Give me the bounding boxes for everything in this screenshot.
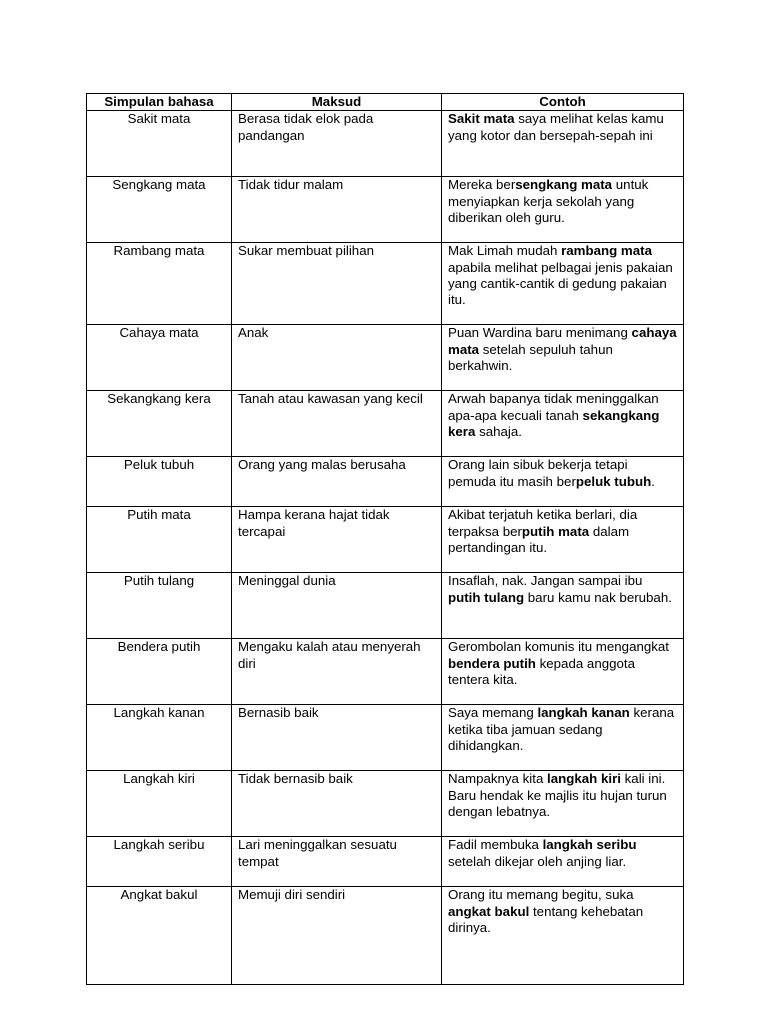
example-highlight: angkat bakul [448, 903, 530, 919]
example-text-after: kerana ketika tiba jamuan sedang dihidangkan. [448, 705, 675, 753]
term-cell: Bendera putih [87, 639, 232, 705]
term-cell: Langkah kiri [87, 771, 232, 837]
term-cell: Putih tulang [87, 573, 232, 639]
example-text-after: setelah dikejar oleh anjing liar. [448, 853, 627, 869]
meaning-cell: Memuji diri sendiri [232, 887, 442, 985]
meaning-cell: Orang yang malas berusaha [232, 457, 442, 507]
term-cell: Peluk tubuh [87, 457, 232, 507]
example-highlight: putih mata [521, 523, 590, 539]
example-highlight: langkah kanan [537, 705, 630, 721]
example-text-before: Orang lain sibuk bekerja tetapi pemuda itu masih ber [448, 457, 628, 489]
header-row [87, 94, 684, 111]
table-row [87, 639, 684, 705]
example-highlight: rambang mata [561, 243, 652, 259]
example-cell [442, 639, 684, 705]
example-cell [442, 457, 684, 507]
example-text-after: saya melihat kelas kamu yang kotor dan bersepah-sepah ini [448, 111, 664, 143]
term-cell: Cahaya mata [87, 325, 232, 391]
example-cell [442, 325, 684, 391]
table-row [87, 457, 684, 507]
term-cell: Sengkang mata [87, 177, 232, 243]
table-row [87, 837, 684, 887]
example-highlight: cahaya mata [448, 325, 677, 357]
example-text-before: Mereka ber [448, 177, 516, 193]
table-row [87, 507, 684, 573]
table-row [87, 325, 684, 391]
example-cell [442, 887, 684, 985]
example-cell [442, 837, 684, 887]
meaning-cell: Hampa kerana hajat tidak tercapai [232, 507, 442, 573]
example-text-before: Mak Limah mudah [448, 243, 562, 259]
example-cell [442, 705, 684, 771]
example-highlight: langkah kiri [547, 771, 621, 787]
meaning-cell: Berasa tidak elok pada pandangan [232, 111, 442, 177]
term-cell: Sekangkang kera [87, 391, 232, 457]
meaning-cell: Sukar membuat pilihan [232, 243, 442, 325]
header-example: Contoh [442, 94, 684, 111]
example-cell [442, 177, 684, 243]
example-text-after: . [651, 473, 655, 489]
meaning-cell: Bernasib baik [232, 705, 442, 771]
example-text-before: Puan Wardina baru menimang [448, 325, 632, 341]
table-body [87, 111, 684, 985]
example-text-after: untuk menyiapkan kerja sekolah yang diberikan oleh guru. [448, 177, 649, 225]
term-cell: Langkah kanan [87, 705, 232, 771]
term-cell: Sakit mata [87, 111, 232, 177]
example-text-before: Arwah bapanya tidak meninggalkan apa-apa kecuali tanah [448, 391, 659, 423]
example-text-after: setelah sepuluh tahun berkahwin. [448, 341, 613, 373]
example-text-after: apabila melihat pelbagai jenis pakaian yang cantik-cantik di gedung pakaian itu. [448, 259, 673, 308]
example-text-after: sahaja. [475, 423, 522, 439]
meaning-cell: Tidak tidur malam [232, 177, 442, 243]
example-cell [442, 243, 684, 325]
table-row [87, 887, 684, 985]
example-text-before: Insaflah, nak. Jangan sampai ibu [448, 573, 643, 589]
example-text-before: Nampaknya kita [448, 771, 548, 787]
example-text-before: Saya memang [448, 705, 538, 721]
table-header [87, 94, 684, 111]
example-cell [442, 507, 684, 573]
example-highlight: sekangkang kera [448, 407, 660, 439]
meaning-cell: Meninggal dunia [232, 573, 442, 639]
example-text-before: Akibat terjatuh ketika berlari, dia terpaksa ber [448, 507, 638, 539]
example-highlight: peluk tubuh [575, 473, 652, 489]
term-cell: Angkat bakul [87, 887, 232, 985]
table-row [87, 177, 684, 243]
simpulan-bahasa-table [86, 93, 684, 985]
meaning-cell: Tidak bernasib baik [232, 771, 442, 837]
header-term: Simpulan bahasa [87, 94, 232, 111]
term-cell: Putih mata [87, 507, 232, 573]
example-text-before: Gerombolan komunis itu mengangkat [448, 639, 669, 655]
meaning-cell: Lari meninggalkan sesuatu tempat [232, 837, 442, 887]
example-text-after: kali ini. Baru hendak ke majlis itu hujan turun dengan lebatnya. [448, 771, 667, 819]
meaning-cell: Anak [232, 325, 442, 391]
term-cell: Langkah seribu [87, 837, 232, 887]
term-cell: Rambang mata [87, 243, 232, 325]
example-text-before: Fadil membuka [448, 837, 543, 853]
example-highlight: putih tulang [448, 589, 525, 605]
example-text-after: tentang kehebatan dirinya. [448, 903, 644, 935]
table-row [87, 391, 684, 457]
example-highlight: sengkang mata [515, 177, 613, 193]
example-text-after: dalam pertandingan itu. [448, 523, 630, 555]
example-text-before: Orang itu memang begitu, suka [448, 887, 634, 903]
table-row [87, 771, 684, 837]
example-text-after: kepada anggota tentera kita. [448, 655, 635, 687]
meaning-cell: Mengaku kalah atau menyerah diri [232, 639, 442, 705]
meaning-cell: Tanah atau kawasan yang kecil [232, 391, 442, 457]
example-cell [442, 771, 684, 837]
example-cell [442, 111, 684, 177]
table-row [87, 111, 684, 177]
example-text-after: baru kamu nak berubah. [524, 589, 672, 605]
example-highlight: langkah seribu [542, 837, 637, 853]
example-cell [442, 573, 684, 639]
example-highlight: bendera putih [448, 655, 536, 671]
table-row [87, 573, 684, 639]
header-meaning: Maksud [232, 94, 442, 111]
example-cell [442, 391, 684, 457]
table-row [87, 705, 684, 771]
example-highlight: Sakit mata [448, 111, 515, 127]
table-row [87, 243, 684, 325]
